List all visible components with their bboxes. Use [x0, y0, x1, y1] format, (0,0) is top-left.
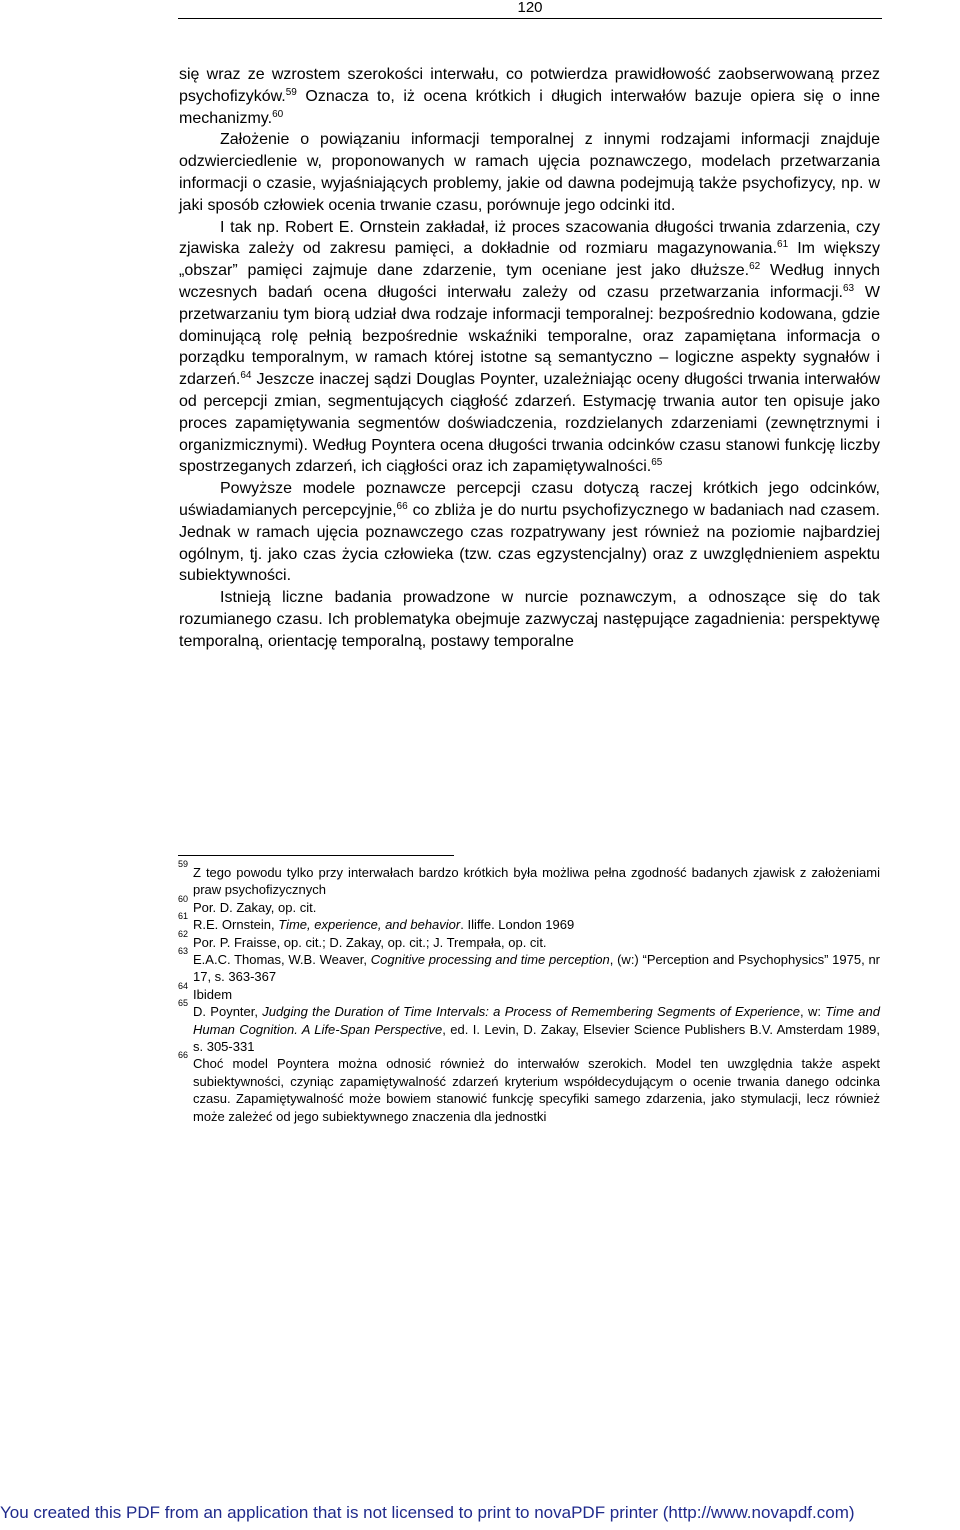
- footnote-63: [178, 946, 881, 986]
- paragraph-4: [179, 478, 880, 587]
- footnote-text: , (w:) “Perception and Psychophysics” 1975, nr 17, s. 363-367: [193, 952, 881, 985]
- novapdf-watermark: [0, 1503, 960, 1523]
- footnote-60: [178, 893, 880, 916]
- footnote-ref: 66: [396, 500, 408, 512]
- footnote-number: 60: [178, 893, 189, 904]
- footnote-62: [178, 928, 880, 951]
- text-run: W przetwarzaniu tym biorą udział dwa rodzaje informacji temporalnej: bezpośrednio kodowana, gdzie dominującą rolę pełnią bezpośrednie wskaźniki temporalne, oraz zapamiętana informacja o porządku temporalnym, w ramach której istotne są semantyczno – logiczne aspekty sygnałów i zdarzeń.: [179, 283, 881, 389]
- footnote-61: [178, 911, 880, 933]
- footnote-text: D. Poynter,: [193, 1004, 263, 1020]
- footnote-title: Time and Human Cognition. A Life-Span Perspective: [193, 1004, 880, 1037]
- text-run: Według innych wczesnych badań ocena długości interwału zależy od czasu przetwarzania informacji.: [179, 262, 880, 301]
- paragraph-1: [179, 64, 880, 129]
- paragraph-2: [179, 129, 880, 216]
- footnote-title: Cognitive processing and time perception: [370, 952, 610, 968]
- footnote-text: . Iliffe. London 1969: [460, 917, 575, 933]
- watermark-text: You created this PDF from an application that is not licensed to print to novaPDF printer (: [0, 1503, 669, 1522]
- footnote-text: Ibidem: [193, 986, 233, 1002]
- footnote-number: 64: [178, 980, 189, 991]
- text-run: się wraz ze wzrostem szerokości interwału, co potwierdza prawidłowość zaobserwowaną przez psychofizyków.: [179, 66, 880, 105]
- footnote-ref: 59: [285, 86, 297, 98]
- footnote-65: [178, 998, 881, 1055]
- text-run: Istnieją liczne badania prowadzone w nurcie poznawczym, a odnoszące się do tak rozumianego czasu. Ich problematyka obejmuje zazwyczaj następujące zagadnienia: perspektywę temporalną, orientację temporalną, postawy temporalne: [179, 589, 880, 650]
- footnote-text: , w:: [800, 1004, 826, 1020]
- body-text: [179, 64, 880, 653]
- footnote-text: Por. D. Zakay, op. cit.: [193, 899, 317, 915]
- footnote-ref: 64: [240, 370, 252, 382]
- footnote-number: 61: [178, 911, 189, 922]
- header-rule: [178, 18, 882, 19]
- footnotes: [178, 859, 881, 1125]
- footnote-text: E.A.C. Thomas, W.B. Weaver,: [193, 952, 371, 968]
- footnote-ref: 63: [842, 282, 855, 294]
- footnote-number: 66: [178, 1050, 189, 1061]
- footnote-number: 59: [178, 859, 189, 869]
- text-run: Powyższe modele poznawcze percepcji czasu dotyczą raczej krótkich jego odcinków, uświadamianych percepcyjnie,: [179, 480, 880, 519]
- footnote-number: 65: [178, 998, 189, 1009]
- text-run: co zbliża je do nurtu psychofizycznego w badaniach nad czasem. Jednak w ramach ujęcia poznawczego czas rozpatrywany jest również na poziomie najbardziej ogólnym, tj. jako czas życia człowieka (tzw. czas egzystencjalny) oraz z uwzględnieniem aspektu subiektywności.: [179, 501, 880, 585]
- footnote-ref: 61: [777, 239, 789, 251]
- footnote-text: , ed. I. Levin, D. Zakay, Elsevier Science Publishers B.V. Amsterdam 1989, s. 305-331: [193, 1021, 881, 1055]
- footnote-ref: 65: [651, 457, 663, 469]
- footnote-text: Z tego powodu tylko przy interwałach bardzo krótkich była możliwa pełna zgodność badanych zjawisk z założeniami praw psychofizycznych: [193, 865, 880, 898]
- footnote-text: Por. P. Fraisse, op. cit.; D. Zakay, op. cit.; J. Trempała, op. cit.: [193, 934, 547, 950]
- footnote-title: Judging the Duration of Time Intervals: a Process of Remembering Segments of Experience: [262, 1004, 801, 1020]
- page-number: 120: [517, 0, 543, 16]
- footnote-64: [178, 980, 880, 1003]
- footnote-59: [178, 859, 880, 899]
- footnote-text: R.E. Ornstein,: [193, 917, 279, 933]
- watermark-link[interactable]: http://www.novapdf.com: [668, 1503, 849, 1522]
- text-run: Jeszcze inaczej sądzi Douglas Poynter, uzależniając oceny długości trwania interwałów od percepcji zmian, segmentujących ciągłość zdarzeń. Estymację trwania autor ten opisuje jako proces zapamiętywania segmentów doświadczenia, rozdzielanych zdarzeniami (zewnętrznymi i organizmicznymi). Według Poyntera ocena długości trwania odcinków czasu stanowi funkcję liczby spostrzeganych zdarzeń, ich ciągłości oraz ich zapamiętywalności.: [179, 371, 880, 476]
- text-run: Założenie o powiązaniu informacji temporalnej z innymi rodzajami informacji znajduje odzwierciedlenie w, proponowanych w ramach ujęcia poznawczego, modelach przetwarzania informacji o czasie, wyjaśniających problemy, jakie od dawna podejmują także psychofizycy, np. w jaki sposób człowiek ocenia trwanie czasu, porównuje jego odcinki itd.: [179, 131, 880, 214]
- text-run: Im większy „obszar” pamięci zajmuje dane zdarzenie, tym oceniane jest jako dłuższe.: [179, 240, 881, 280]
- footnote-number: 62: [178, 928, 189, 939]
- footnote-ref: 62: [749, 261, 761, 273]
- text-run: I tak np. Robert E. Ornstein zakładał, iż proces szacowania długości trwania zdarzenia, czy zjawiska zależy od zakresu pamięci, a dokładnie od rozmiaru magazynowania.: [179, 218, 880, 258]
- footnote-ref: 60: [272, 108, 284, 120]
- footnote-title: Time, experience, and behavior: [278, 917, 461, 933]
- footnote-separator: [178, 855, 454, 856]
- footnote-66: [178, 1050, 880, 1125]
- footnote-number: 63: [178, 946, 189, 957]
- paragraph-3: [179, 217, 880, 479]
- footnote-text: Choć model Poyntera można odnosić również do interwałów szerokich. Model ten uwzględnia także aspekt subiektywności, czyniąc zapamiętywalność zdarzeń kryterium współdecydującym o ocenie trwania danego odcinka czasu. Zapamiętywalność może bowiem stanowić funkcję specyfiki samego zdarzenia, jako stymulacji, lecz również może zależeć od jego subiektywnego znaczenia dla jednostki: [193, 1056, 880, 1124]
- paragraph-5: [179, 587, 880, 652]
- text-run: Oznacza to, iż ocena krótkich i długich interwałów bazuje opiera się o inne mechanizmy.: [179, 87, 880, 127]
- watermark-text-end: ): [848, 1503, 855, 1522]
